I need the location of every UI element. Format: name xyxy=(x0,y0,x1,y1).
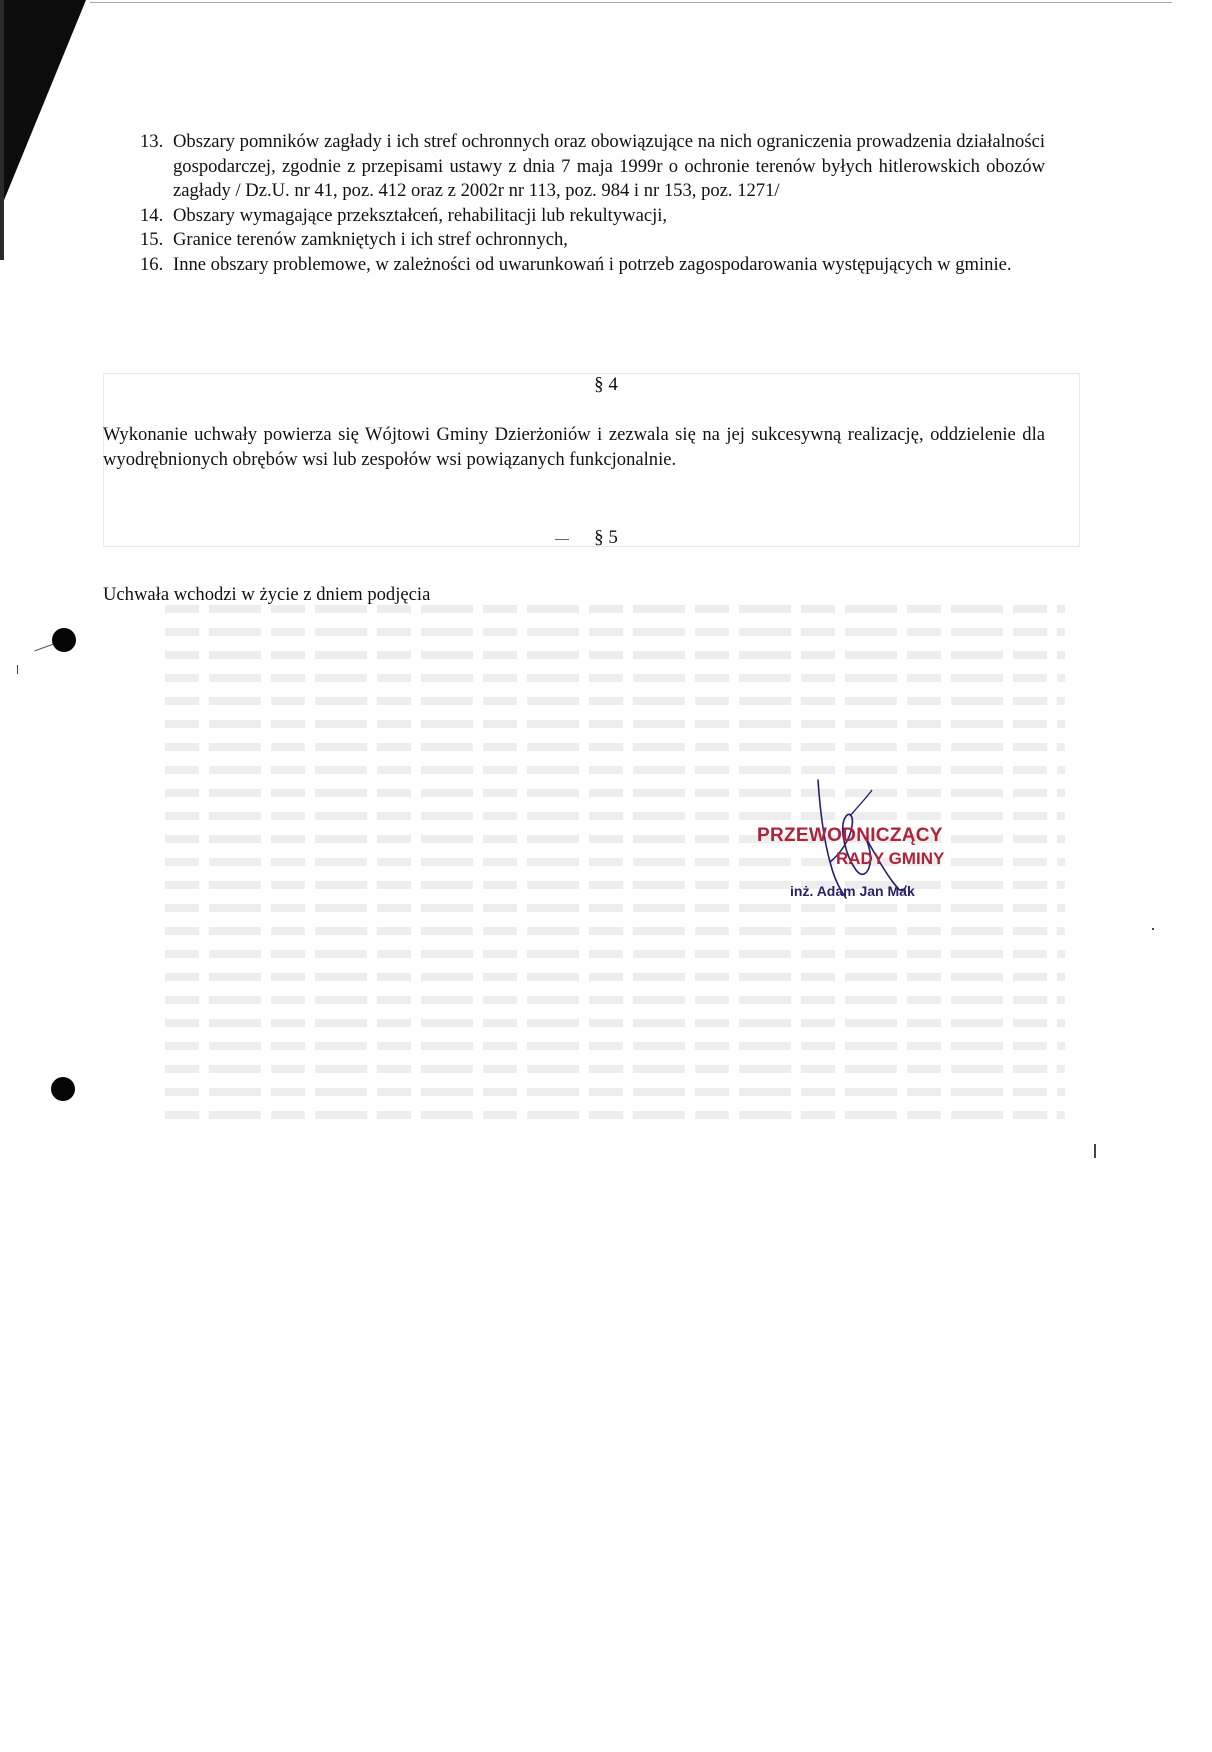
scan-speck xyxy=(17,665,18,674)
stamp-name: inż. Adam Jan Mak xyxy=(790,883,915,899)
list-item-text: Obszary wymagające przekształceń, rehabilitacji lub rekultywacji, xyxy=(173,204,668,226)
scan-edge-shadow xyxy=(0,0,4,260)
scan-speck xyxy=(1094,1144,1096,1158)
section-4-text: Wykonanie uchwały powierza się Wójtowi Gminy Dzierżoniów i zezwala się na jej sukcesywną realizację, oddzielenie dla wyodrębnionych obrębów wsi lub zespołów wsi powiązanych funkcjonalnie. xyxy=(103,424,1045,470)
section-4-heading: § 4 xyxy=(594,374,618,395)
list-item xyxy=(140,253,1045,278)
stamp-title: PRZEWODNICZĄCY xyxy=(757,825,943,846)
list-item-text: Inne obszary problemowe, w zależności od uwarunkowań i potrzeb zagospodarowania występujących w gminie. xyxy=(173,253,1012,275)
scan-speck xyxy=(1152,928,1154,930)
list-item-text: Granice terenów zamkniętych i ich stref ochronnych, xyxy=(173,229,568,250)
punch-hole-lower xyxy=(51,1077,75,1101)
list-item xyxy=(140,228,1045,253)
section-5-heading: § 5 xyxy=(594,527,618,548)
list-item-text: Obszary pomników zagłady i ich stref ochronnych oraz obowiązujące na nich ograniczenia prowadzenia działalności gospodarczej, zgodnie z przepisami ustawy z dnia 7 maja 1999r o ochronie terenów byłych hitlerowskich obozów zagłady / Dz.U. nr 41, poz. 412 oraz z 2002r nr 113, poz. 984 i nr 153, poz. 1271/ xyxy=(173,131,1045,201)
scan-speck xyxy=(34,644,53,652)
official-stamp xyxy=(700,770,1020,920)
scan-dark-corner xyxy=(0,0,86,210)
list-item-number: 16. xyxy=(140,253,164,275)
scan-speck xyxy=(555,539,569,540)
scan-top-edge xyxy=(90,2,1172,3)
obszary-list xyxy=(140,130,1045,277)
list-item-number: 13. xyxy=(140,131,164,152)
list-item xyxy=(140,130,1045,204)
list-item-number: 14. xyxy=(140,204,164,226)
stamp-subtitle: RADY GMINY xyxy=(836,849,945,868)
list-item xyxy=(140,204,1045,229)
section-5-text: Uchwała wchodzi w życie z dniem podjęcia xyxy=(103,584,431,605)
list-item-number: 15. xyxy=(140,229,164,250)
punch-hole-upper xyxy=(52,628,76,652)
